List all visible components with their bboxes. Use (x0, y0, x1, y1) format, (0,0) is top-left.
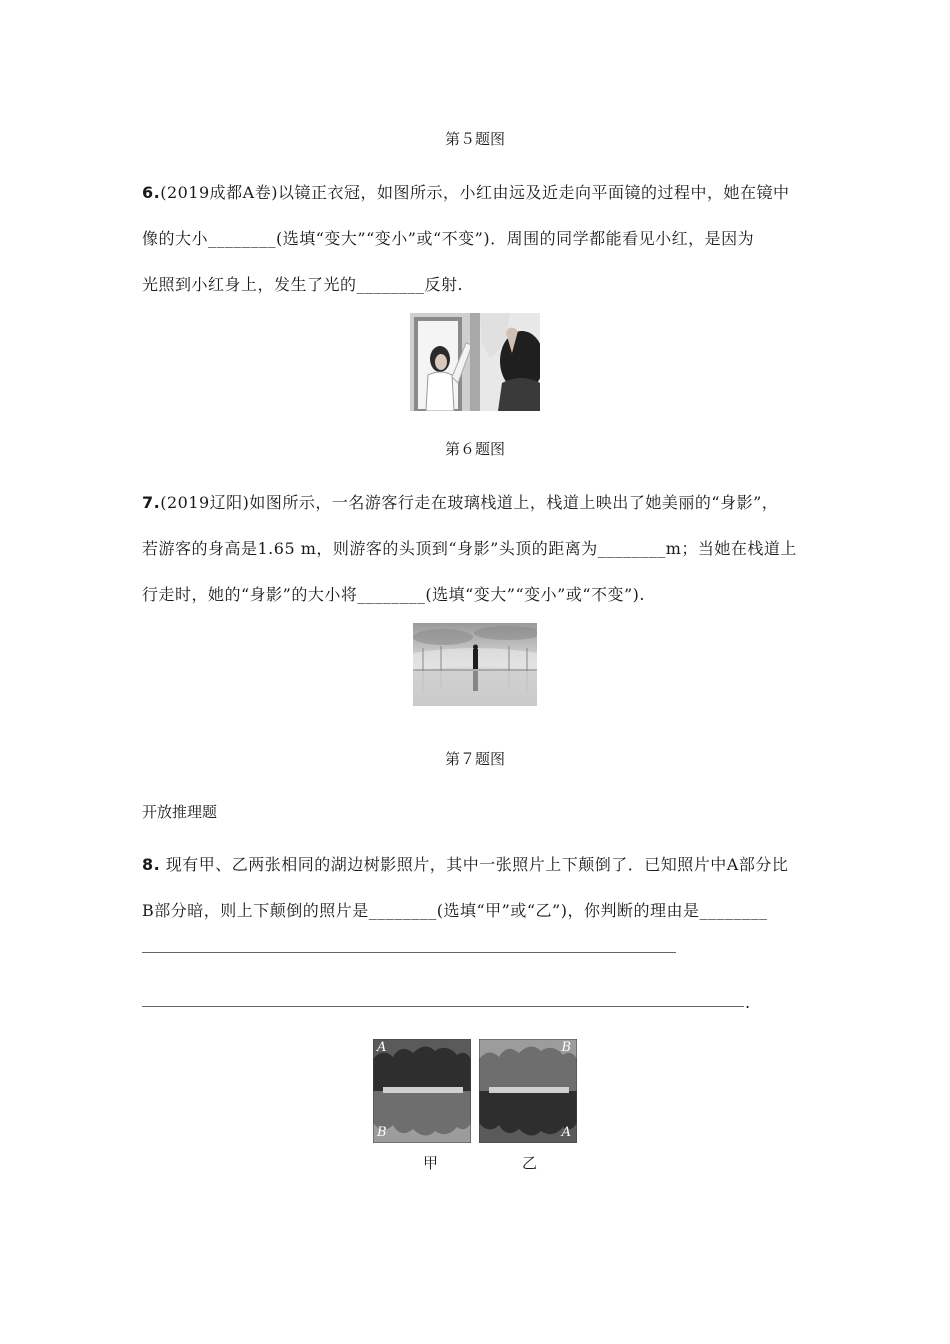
answer-end-period: . (745, 993, 751, 1012)
figure-7-caption: 第７题图 (444, 750, 505, 768)
question-6-line-2: 像的大小________(选填“变大”“变小”或“不变”)．周围的同学都能看见小红，是因为 (142, 229, 755, 248)
mirror-photo-image (410, 313, 540, 411)
figure-8-photo-yi (479, 1039, 577, 1143)
question-8-number: 8. (142, 855, 161, 874)
figure-8-photo-jia (373, 1039, 471, 1143)
question-8-text-1: 现有甲、乙两张相同的湖边树影照片，其中一张照片上下颠倒了．已知照片中A部分比 (160, 855, 789, 874)
figure-5-caption: 第５题图 (444, 130, 505, 148)
photo-jia-top-label: A (377, 1040, 387, 1055)
question-8-line-2: B部分暗，则上下颠倒的照片是________(选填“甲”或“乙”)，你判断的理由是________ (142, 901, 768, 920)
photo-yi-caption: 乙 (522, 1154, 538, 1172)
question-7 (142, 480, 814, 618)
figure-6-caption: 第６题图 (444, 440, 505, 458)
question-8 (142, 842, 814, 934)
answer-line-1[interactable] (142, 952, 676, 953)
question-6-number: 6. (142, 183, 161, 202)
photo-yi-bottom-label: A (561, 1125, 571, 1140)
glass-walkway-image (413, 623, 537, 706)
question-7-text-1: (2019辽阳)如图所示，一名游客行走在玻璃栈道上，栈道上映出了她美丽的“身影”， (160, 493, 779, 512)
question-7-line-3: 行走时，她的“身影”的大小将________(选填“变大”“变小”或“不变”). (142, 585, 646, 604)
question-6 (142, 170, 814, 308)
question-7-line-2: 若游客的身高是1.65 m，则游客的头顶到“身影”头顶的距离为________m；当她在栈道上 (142, 539, 797, 558)
photo-jia-caption: 甲 (423, 1154, 439, 1172)
question-6-line-3: 光照到小红身上，发生了光的________反射. (142, 275, 464, 294)
photo-jia-bottom-label: B (377, 1125, 387, 1140)
figure-7-glass-walkway-photo (413, 623, 537, 706)
answer-line-2[interactable] (142, 1006, 744, 1007)
section-heading-open-reasoning: 开放推理题 (142, 803, 218, 821)
figure-6-mirror-photo (410, 313, 540, 411)
question-8-line-1 (142, 842, 814, 888)
question-6-text-1: (2019成都A卷)以镜正衣冠，如图所示，小红由远及近走向平面镜的过程中，她在镜中 (160, 183, 790, 202)
lake-trees-image-jia (373, 1039, 471, 1143)
question-7-line-1 (142, 480, 814, 526)
question-7-number: 7. (142, 493, 161, 512)
question-6-line-1 (142, 170, 814, 216)
photo-yi-top-label: B (561, 1040, 571, 1055)
